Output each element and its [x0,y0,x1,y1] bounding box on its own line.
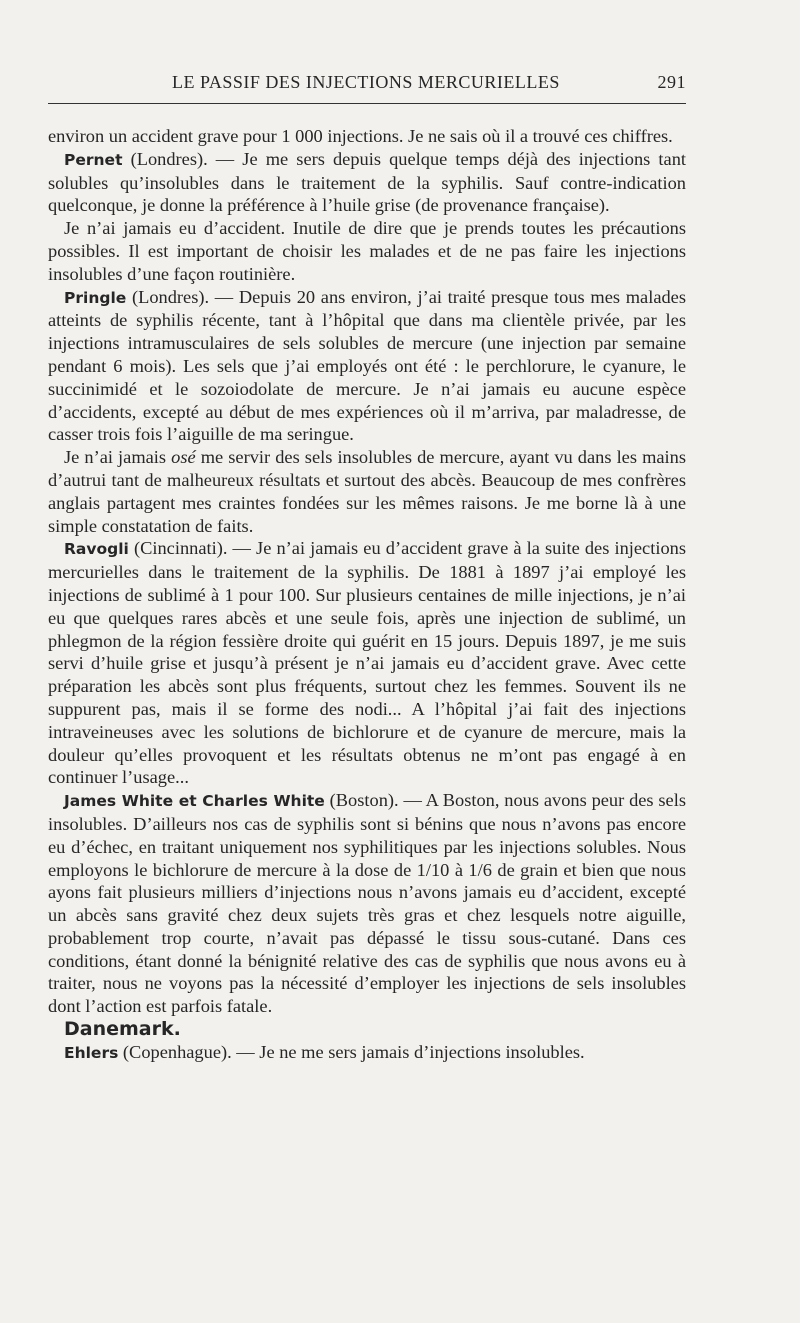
speaker-name: Pernet [64,150,123,169]
header-title: LE PASSIF DES INJECTIONS MERCURIELLES [172,72,560,92]
paragraph-pernet-2: Je n’ai jamais eu d’accident. Inutile de dire que je prends toutes les précautions possibles. Il est important de choisir les malades et de ne pas faire les injections insolubles d’une façon routinière. [48,218,686,284]
header-rule [48,103,686,104]
speaker-name: Pringle [64,288,127,307]
paragraph-ehlers: Ehlers (Copenhague). — Je ne me sers jamais d’injections insolubles. [64,1041,585,1062]
speaker-name: Ehlers [64,1043,119,1062]
paragraph-white: James White et Charles White (Boston). — A Boston, nous avons peur des sels insolubles. D’ailleurs nos cas de syphilis sont si bénins que nous n’avons pas encore eu d’échec, en traitant uniquement nos syphilitiques par les injections solubles. Nous employons le bichlorure de mercure à la dose de 1/10 à 1/6 de grain et bien que nous ayons fait plusieurs milliers d’injections nous n’avons jamais eu d’accident, excepté un abcès sans gravité chez deux sujets très gras et chez lesquels notre aiguille, probablement trop courte, n’avait pas dépassé le tissu sous-cutané. Dans ces conditions, étant donné la bénignité relative des cas de syphilis que nous avons eu à traiter, nous ne voyons pas la nécessité d’employer les injections de sels insolubles dont l’action est parfois fatale. [48,790,686,1017]
paragraph-pernet: Pernet (Londres). — Je me sers depuis quelque temps déjà des injections tant solubles qu’insolubles dans le traitement de la syphilis. Sauf contre-indication quelconque, je donne la préférence à l’huile grise (de provenance française). [48,148,686,216]
paragraph-continuation: environ un accident grave pour 1 000 injections. Je ne sais où il a trouvé ces chiffres. [48,126,673,146]
paragraph-ravogli: Ravogli (Cincinnati). — Je n’ai jamais eu d’accident grave à la suite des injections mercurielles dans le traitement de la syphilis. De 1881 à 1897 j’ai employé les injections de sublimé à 1 pour 100. Sur plusieurs centaines de mille injections, je n’ai eu que quelques rares abcès et une seule fois, après une injection de sublimé, un phlegmon de la région fessière droite qui guérit en 15 jours. Depuis 1897, je me suis servi d’huile grise et jusqu’à présent je n’ai jamais eu d’accident grave. Avec cette préparation les abcès sont plus fréquents, surtout chez les femmes. Souvent ils ne suppurent pas, mais il se forme des nodi... A l’hôpital j’ai fait des injections intraveineuses avec les solutions de bichlorure et de cyanure de mercure, mais la douleur qu’elles provoquent et les résultats obtenus ne m’ont pas engagé à en continuer l’usage... [48,538,686,788]
page-number: 291 [657,72,686,92]
paragraph-pringle: Pringle (Londres). — Depuis 20 ans environ, j’ai traité presque tous mes malades atteints de syphilis récente, tant à l’hôpital que dans ma clientèle privée, par les injections intramusculaires de sels solubles de mercure (une injection par semaine pendant 6 mois). Les sels que j’ai employés ont été : le perchlorure, le cyanure, le succinimidé et le sozoiodolate de mercure. Je n’ai jamais eu aucune espèce d’accidents, excepté au début de mes expériences où il m’arriva, par maladresse, de casser trois fois l’aiguille de ma seringue. [48,286,686,445]
running-header [48,72,686,94]
speaker-name: James White et Charles White [64,792,325,811]
paragraph-pringle-2: Je n’ai jamais osé me servir des sels insolubles de mercure, ayant vu dans les mains d’autrui tant de malheureux résultats et surtout des abcès. Beaucoup de mes confrères anglais partagent mes craintes fondées sur les mêmes raisons. Je me borne là à une simple constatation de faits. [48,447,686,536]
speaker-name: Ravogli [64,540,129,559]
section-heading: Danemark. [64,1018,181,1041]
page-body [48,125,686,1065]
